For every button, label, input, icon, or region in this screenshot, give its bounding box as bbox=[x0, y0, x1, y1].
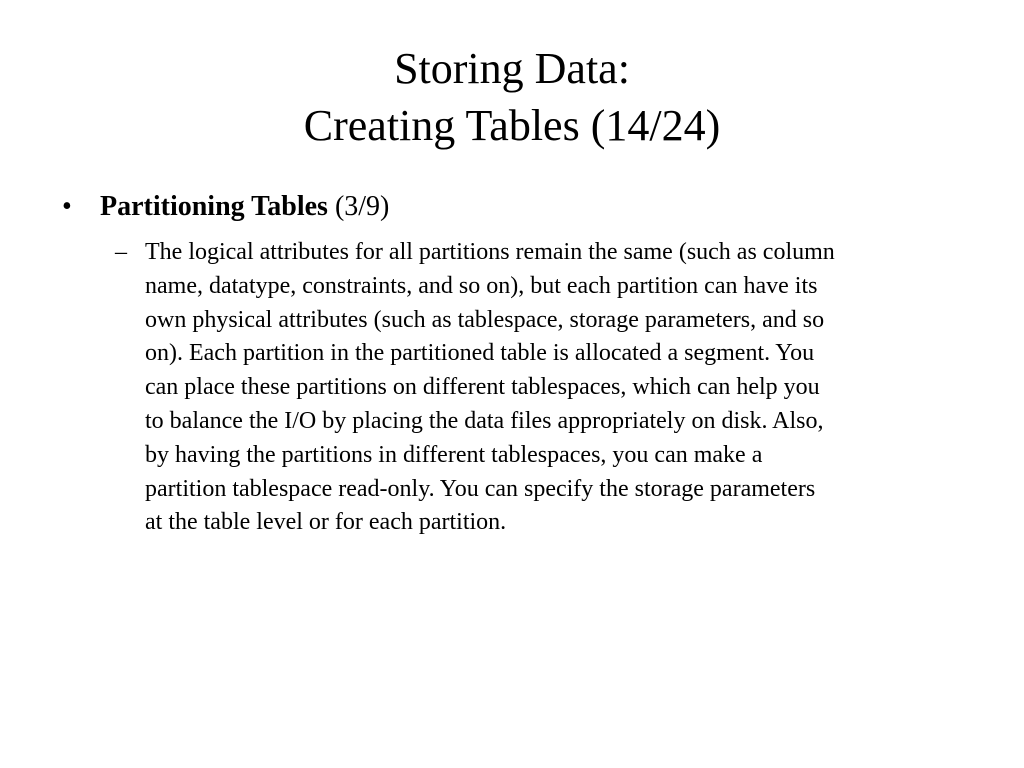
sub-bullet-line: can place these partitions on different tablespaces, which can help you bbox=[145, 374, 820, 401]
sub-bullet-line: at the table level or for each partition. bbox=[145, 509, 507, 536]
sub-bullet-line: to balance the I/O by placing the data files appropriately on disk. Also, bbox=[145, 407, 824, 434]
sub-bullet-line: by having the partitions in different tablespaces, you can make a bbox=[145, 441, 763, 468]
sub-bullet-line: own physical attributes (such as tablespace, storage parameters, and so bbox=[145, 306, 825, 333]
slide-title bbox=[0, 40, 1024, 154]
sub-bullet-text bbox=[145, 236, 975, 540]
sub-bullet-line: name, datatype, constraints, and so on), but each partition can have its bbox=[145, 272, 818, 299]
title-line-2: Creating Tables (14/24) bbox=[303, 101, 721, 150]
bullet-heading: Partitioning Tables bbox=[100, 191, 328, 222]
bullet-marker: • bbox=[62, 191, 72, 222]
bullet-suffix: (3/9) bbox=[327, 191, 390, 222]
sub-bullet-marker: – bbox=[115, 239, 127, 265]
title-line-1: Storing Data: bbox=[394, 44, 630, 93]
bullet-item bbox=[62, 190, 962, 224]
sub-bullet-line: The logical attributes for all partitions remain the same (such as column bbox=[145, 239, 835, 265]
sub-bullet-line: on). Each partition in the partitioned table is allocated a segment. You bbox=[145, 340, 815, 367]
sub-bullet-line: partition tablespace read-only. You can specify the storage parameters bbox=[145, 475, 816, 502]
